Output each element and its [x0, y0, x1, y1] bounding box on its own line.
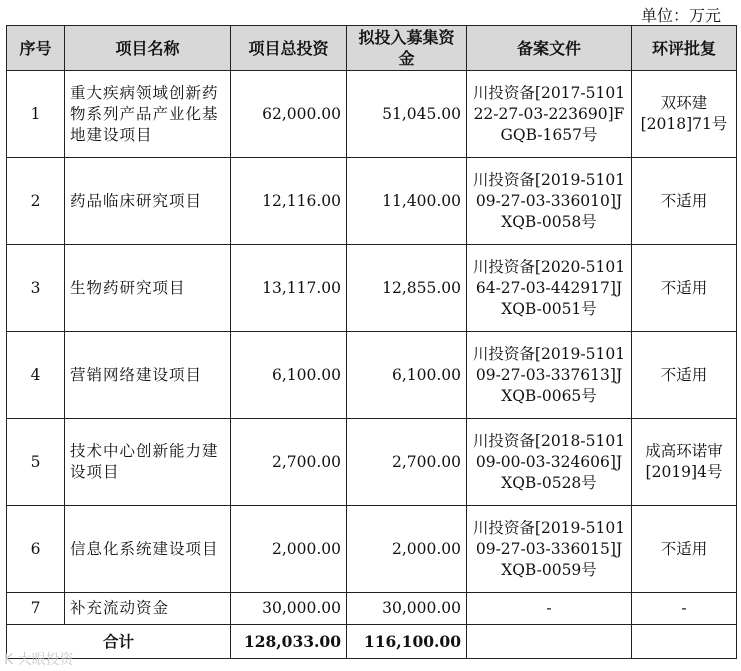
row-eia: 不适用 — [632, 332, 737, 419]
total-raise: 116,100.00 — [347, 625, 467, 659]
row-total: 13,117.00 — [231, 245, 347, 332]
row-total: 2,700.00 — [231, 419, 347, 506]
row-no: 4 — [7, 332, 65, 419]
table-row — [7, 158, 737, 245]
watermark: K 大眼投资 — [4, 652, 74, 668]
table-row — [7, 71, 737, 158]
row-raise: 2,000.00 — [347, 506, 467, 593]
table-row — [7, 245, 737, 332]
header-total: 项目总投资 — [231, 26, 347, 71]
total-eia-empty — [632, 625, 737, 659]
total-filing-empty — [467, 625, 632, 659]
row-filing: 川投资备[2020-510164-27-03-442917]JXQB-0051号 — [467, 245, 632, 332]
row-project: 补充流动资金 — [65, 593, 231, 625]
row-no: 3 — [7, 245, 65, 332]
row-raise: 51,045.00 — [347, 71, 467, 158]
row-total: 62,000.00 — [231, 71, 347, 158]
row-project: 营销网络建设项目 — [65, 332, 231, 419]
row-eia: 不适用 — [632, 506, 737, 593]
row-project: 药品临床研究项目 — [65, 158, 231, 245]
header-no: 序号 — [7, 26, 65, 71]
row-total: 30,000.00 — [231, 593, 347, 625]
header-filing: 备案文件 — [467, 26, 632, 71]
row-project: 技术中心创新能力建设项目 — [65, 419, 231, 506]
row-no: 7 — [7, 593, 65, 625]
unit-label: 单位：万元 — [640, 6, 721, 25]
table-header-row — [7, 26, 737, 71]
row-raise: 6,100.00 — [347, 332, 467, 419]
table-row — [7, 332, 737, 419]
row-total: 6,100.00 — [231, 332, 347, 419]
row-filing: 川投资备[2019-510109-27-03-337613]JXQB-0065号 — [467, 332, 632, 419]
row-no: 5 — [7, 419, 65, 506]
row-filing: - — [467, 593, 632, 625]
row-project: 重大疾病领域创新药物系列产品产业化基地建设项目 — [65, 71, 231, 158]
row-project: 信息化系统建设项目 — [65, 506, 231, 593]
row-no: 1 — [7, 71, 65, 158]
table-row — [7, 506, 737, 593]
total-total: 128,033.00 — [231, 625, 347, 659]
header-eia: 环评批复 — [632, 26, 737, 71]
table-row — [7, 419, 737, 506]
row-eia: - — [632, 593, 737, 625]
row-raise: 2,700.00 — [347, 419, 467, 506]
row-eia: 成高环诺审[2019]4号 — [632, 419, 737, 506]
total-row — [7, 625, 737, 659]
row-no: 6 — [7, 506, 65, 593]
row-filing: 川投资备[2019-510109-27-03-336015]JXQB-0059号 — [467, 506, 632, 593]
row-eia: 不适用 — [632, 158, 737, 245]
row-total: 12,116.00 — [231, 158, 347, 245]
row-filing: 川投资备[2017-510122-27-03-223690]FGQB-1657号 — [467, 71, 632, 158]
row-eia: 双环建[2018]71号 — [632, 71, 737, 158]
investment-projects-table — [6, 25, 737, 659]
row-project: 生物药研究项目 — [65, 245, 231, 332]
table-row — [7, 593, 737, 625]
row-raise: 30,000.00 — [347, 593, 467, 625]
row-total: 2,000.00 — [231, 506, 347, 593]
row-filing: 川投资备[2018-510109-00-03-324606]JXQB-0528号 — [467, 419, 632, 506]
header-project: 项目名称 — [65, 26, 231, 71]
row-filing: 川投资备[2019-510109-27-03-336010]JXQB-0058号 — [467, 158, 632, 245]
row-eia: 不适用 — [632, 245, 737, 332]
row-no: 2 — [7, 158, 65, 245]
header-raise: 拟投入募集资金 — [347, 26, 467, 71]
row-raise: 12,855.00 — [347, 245, 467, 332]
row-raise: 11,400.00 — [347, 158, 467, 245]
total-label: 合计 — [7, 625, 231, 659]
